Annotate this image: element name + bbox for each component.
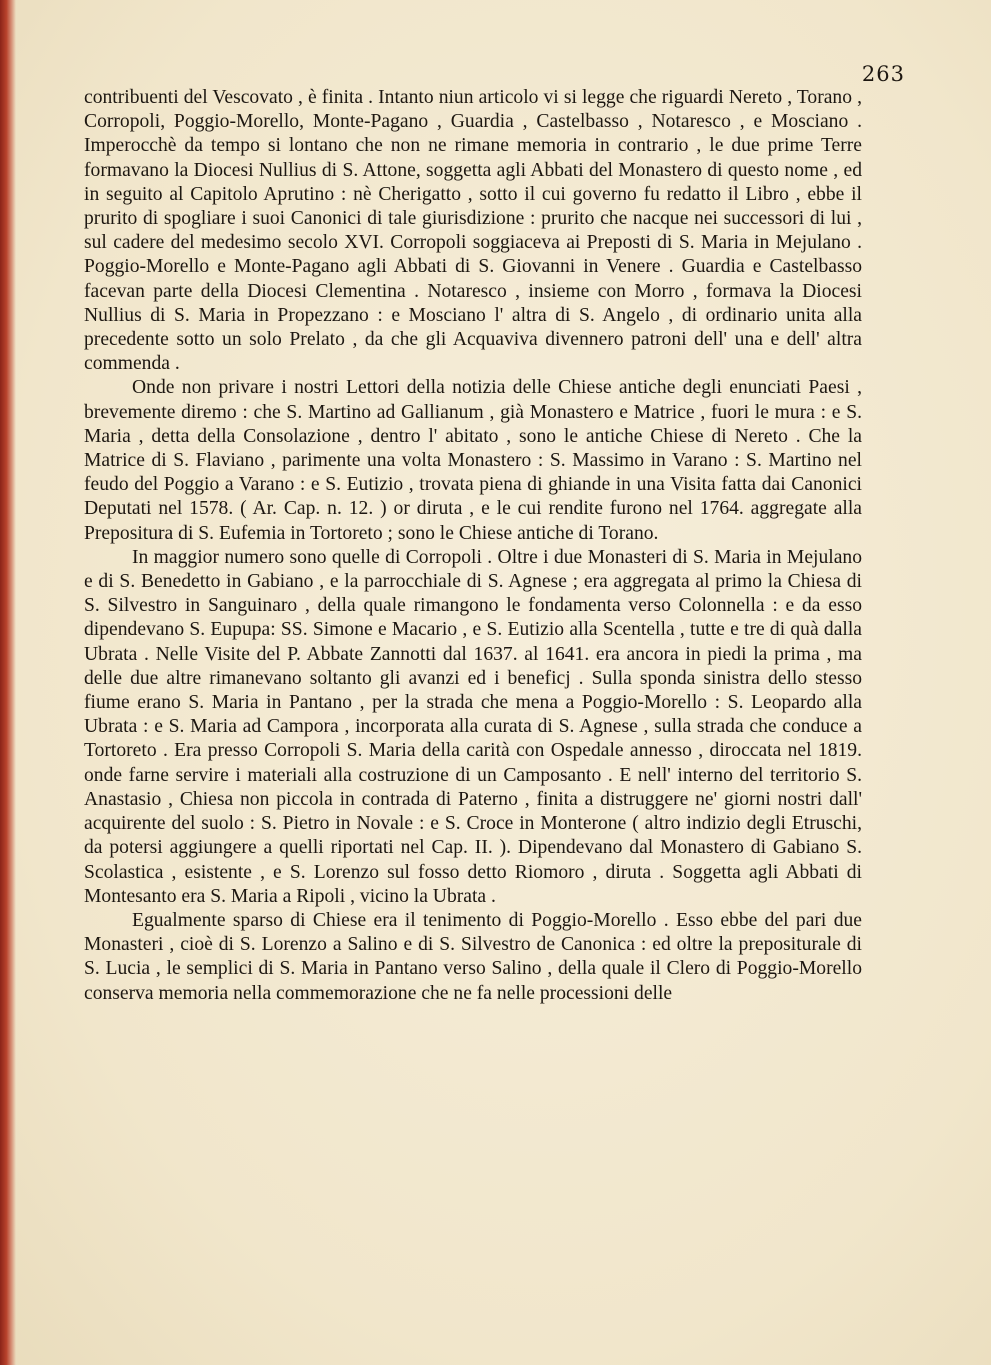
paragraph-1: contribuenti del Vescovato , è finita . Intanto niun articolo vi si legge che riguardi Nereto , Torano , Corropoli, Poggio-Morello, Monte-Pagano , Guardia , Castelbasso , Notaresco , e Mosciano . Imperocchè da tempo si lontano che non ne rimane memoria in contrario , le due prime Terre formavano la Diocesi Nullius di S. Attone, soggetta agli Abbati del Monastero di questo nome , ed in seguito al Capitolo Aprutino : nè Cherigatto , sotto il cui governo fu redatto il Libro , ebbe il prurito di spogliare i suoi Canonici di tale giurisdizione : prurito che nacque nei successori di lui , sul cadere del medesimo secolo XVI. Corropoli soggiaceva ai Preposti di S. Maria in Mejulano . Poggio-Morello e Monte-Pagano agli Abbati di S. Giovanni in Venere . Guardia e Castelbasso facevan parte della Diocesi Clementina . Notaresco , insieme con Morro , formava la Diocesi Nullius di S. Maria in Propezzano : e Mosciano l' altra di S. Angelo , di ordinario unita alla precedente sotto un solo Prelato , da che gli Acquaviva divennero patroni dell' una e dell' altra commenda . — [84, 87, 862, 375]
body-text — [84, 86, 862, 1006]
page-edge-binding — [0, 0, 16, 1365]
paragraph-2: Onde non privare i nostri Lettori della notizia delle Chiese antiche degli enunciati Paesi , brevemente diremo : che S. Martino ad Gallianum , già Monastero e Matrice , fuori le mura : e S. Maria , detta della Consolazione , dentro l' abitato , sono le antiche Chiese di Nereto . Che la Matrice di S. Flaviano , parimente una volta Monastero : S. Massimo in Varano : S. Martino nel feudo del Poggio a Varano : e S. Eutizio , trovata piena di ghiande in una Visita fatta dai Canonici Deputati nel 1578. ( Ar. Cap. n. 12. ) or diruta , e le cui rendite furono nel 1764. aggregate alla Prepositura di S. Eufemia in Tortoreto ; sono le Chiese antiche di Torano. — [84, 377, 862, 544]
paragraph-3: In maggior numero sono quelle di Corropoli . Oltre i due Monasteri di S. Maria in Mejulano e di S. Benedetto in Gabiano , e la parrocchiale di S. Agnese ; era aggregata al primo la Chiesa di S. Silvestro in Sanguinaro , della quale rimangono le fondamenta verso Colonnella : e da esso dipendevano S. Eupupa: SS. Simone e Macario , e S. Eutizio alla Scentella , tutte e tre di quà dalla Ubrata . Nelle Visite del P. Abbate Zannotti dal 1637. al 1641. era ancora in piedi la prima , ma delle due altre rimanevano soltanto gli avanzi ed i beneficj . Sulla sponda sinistra dello stesso fiume erano S. Maria in Pantano , per la strada che mena a Poggio-Morello : S. Leopardo alla Ubrata : e S. Maria ad Campora , incorporata alla curata di S. Agnese , sulla strada che conduce a Tortoreto . Era presso Corropoli S. Maria della carità con Ospedale annesso , diroccata nel 1819. onde farne servire i materiali alla costruzione di un Camposanto . E nell' interno del territorio S. Anastasio , Chiesa non piccola in contrada di Paterno , finita a distruggere ne' giorni nostri dall' acquirente del suolo : S. Pietro in Novale : e S. Croce in Monterone ( altro indizio degli Etruschi, da potersi aggiungere a quelli riportati nel Cap. II. ). Dipendevano dal Monastero di Gabiano S. Scolastica , esistente , e S. Lorenzo sul fosso detto Riomoro , diruta . Soggetta agli Abbati di Montesanto era S. Maria a Ripoli , vicino la Ubrata . — [84, 546, 862, 907]
page-number: 263 — [861, 62, 905, 86]
paragraph-4: Egualmente sparso di Chiese era il tenimento di Poggio-Morello . Esso ebbe del pari due Monasteri , cioè di S. Lorenzo a Salino e di S. Silvestro de Canonica : ed oltre la prepositurale di S. Lucia , le semplici di S. Maria in Pantano verso Salino , della quale il Clero di Poggio-Morello conserva memoria nella commemorazione che ne fa nelle processioni delle — [84, 909, 862, 1004]
